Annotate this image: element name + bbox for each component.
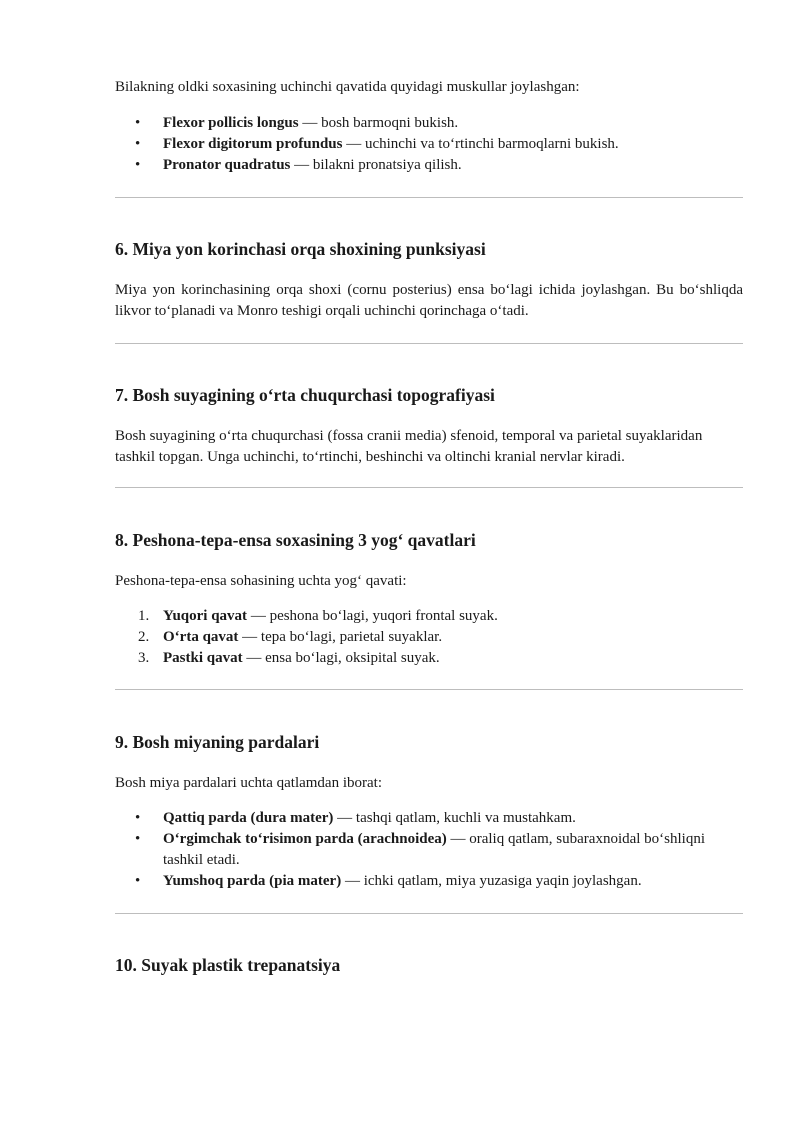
- list-item: • Pronator quadratus — bilakni pronatsiya qilish.: [115, 155, 743, 176]
- section-paragraph: Bosh suyagining o‘rta chuqurchasi (fossa cranii media) sfenoid, temporal va parietal suyaklaridan tashkil topgan. Unga uchinchi, to‘rtinchi, beshinchi va oltinchi kranial nervlar kiradi.: [115, 428, 703, 465]
- bullet-icon: •: [135, 115, 141, 131]
- section-paragraph: Peshona-tepa-ensa sohasining uchta yog‘ qavati:: [115, 573, 407, 589]
- list-item: • Flexor digitorum profundus — uchinchi va to‘rtinchi barmoqlarni bukish.: [115, 134, 743, 155]
- section-paragraph: Miya yon korinchasining orqa shoxi (cornu posterius) ensa bo‘lagi ichida joylashgan. Bu bo‘shliqda likvor to‘planadi va Monro teshigi orqali uchinchi qorinchaga o‘tadi.: [115, 282, 743, 319]
- divider: [115, 487, 743, 488]
- bullet-icon: •: [135, 157, 141, 173]
- list-item: • Flexor pollicis longus — bosh barmoqni bukish.: [115, 113, 743, 134]
- section-heading: 7. Bosh suyagining o‘rta chuqurchasi topografiyasi: [115, 385, 495, 405]
- document-page: [115, 0, 743, 976]
- bullet-icon: •: [135, 136, 141, 152]
- list-item: • Qattiq parda (dura mater) — tashqi qatlam, kuchli va mustahkam.: [115, 808, 743, 829]
- section-heading: 8. Peshona-tepa-ensa soxasining 3 yog‘ qavatlari: [115, 530, 476, 550]
- list-item: 3. Pastki qavat — ensa bo‘lagi, oksipital suyak.: [138, 650, 440, 666]
- list-item: • Yumshoq parda (pia mater) — ichki qatlam, miya yuzasiga yaqin joylashgan.: [115, 871, 743, 892]
- section-heading: 9. Bosh miyaning pardalari: [115, 732, 320, 752]
- bullet-icon: •: [135, 831, 141, 847]
- divider: [115, 197, 743, 198]
- section-heading: 10. Suyak plastik trepanatsiya: [115, 955, 341, 975]
- section-paragraph: Bosh miya pardalari uchta qatlamdan iborat:: [115, 775, 382, 791]
- list-item: 1. Yuqori qavat — peshona bo‘lagi, yuqori frontal suyak.: [138, 608, 498, 624]
- meninges-list: [115, 808, 743, 892]
- divider: [115, 913, 743, 914]
- intro-paragraph: Bilakning oldki soxasining uchinchi qavatida quyidagi muskullar joylashgan:: [115, 79, 580, 95]
- bullet-icon: •: [135, 873, 141, 889]
- divider: [115, 689, 743, 690]
- list-item: • O‘rgimchak to‘risimon parda (arachnoidea) — oraliq qatlam, subaraxnoidal bo‘shliqni tashkil etadi.: [135, 831, 706, 868]
- fat-layer-list: [115, 606, 743, 669]
- section-heading: 6. Miya yon korinchasi orqa shoxining punksiyasi: [115, 239, 486, 259]
- divider: [115, 343, 743, 344]
- list-item: 2. O‘rta qavat — tepa bo‘lagi, parietal suyaklar.: [138, 629, 443, 645]
- muscle-list: [115, 113, 743, 176]
- bullet-icon: •: [135, 810, 141, 826]
